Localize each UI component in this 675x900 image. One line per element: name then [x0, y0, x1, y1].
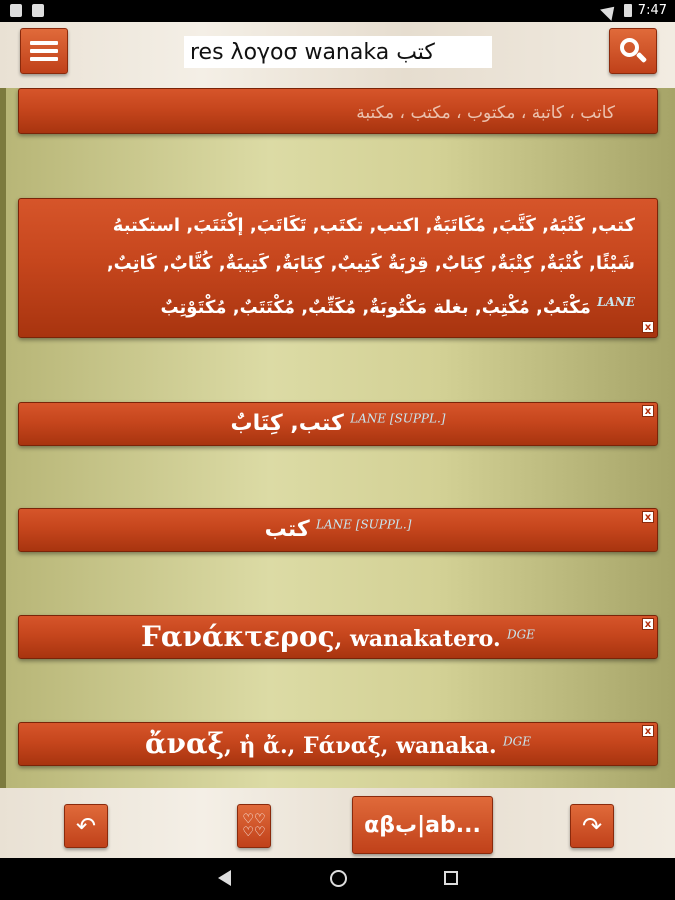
result-greek-head: ἄναξ — [144, 727, 225, 760]
result-source: DGE — [506, 627, 535, 642]
close-icon[interactable]: x — [642, 405, 654, 417]
result-arabic-line: شَيْئًا, كُتْبَةٌ, كِتْبَةٌ, كِتَابٌ, قِرْبَةٌ كَتِيبٌ, كِتَابَةٌ, كَتِيبَةٌ, كُتَّابٌ, كَاتِبٌ, — [106, 253, 635, 274]
keyboard-toggle-button[interactable]: αβب|ab... — [352, 796, 493, 854]
search-icon — [620, 38, 646, 64]
result-greek-head: Ϝανάκτερος — [141, 620, 335, 653]
result-arabic-line: مَكْتَبٌ, مُكْتِبٌ, بغلة مَكْتُوبَةٌ, مُكَتِّبٌ, مُكْتَتَبٌ, مُكْتَوْتِبٌ — [160, 297, 591, 318]
result-arabic: كتب — [264, 517, 310, 542]
result-card[interactable] — [18, 402, 658, 446]
result-arabic-line: كتب, كَتْبَهُ, كَتَّبَ, مُكَاتَبَةٌ, اكتب, تكتَب, تَكَاتَبَ, إكْتَتَبَ, استكتبهُ — [112, 215, 635, 236]
result-source: LANE — [597, 295, 635, 309]
result-arabic-partial: كاتب ، كاتبة ، مكتوب ، مكتب ، مكتبة — [356, 103, 615, 123]
close-icon[interactable]: x — [642, 511, 654, 523]
back-icon[interactable] — [218, 870, 231, 886]
hamburger-icon — [30, 37, 58, 65]
result-card[interactable] — [18, 198, 658, 338]
undo-arrow-icon: ↶ — [75, 812, 97, 840]
close-icon[interactable]: x — [642, 725, 654, 737]
notification-icon — [10, 4, 22, 17]
menu-button[interactable] — [20, 28, 68, 74]
result-card[interactable] — [18, 508, 658, 552]
bottom-toolbar — [0, 788, 675, 858]
result-source: LANE [SUPPL.] — [316, 517, 412, 532]
recents-icon[interactable] — [444, 871, 458, 885]
result-card[interactable] — [18, 88, 658, 134]
home-icon[interactable] — [330, 870, 347, 887]
wifi-icon — [600, 1, 620, 21]
result-source: DGE — [503, 734, 531, 749]
result-greek-rest: , ἡ ἄ., Ϝάναξ, wanaka. — [224, 733, 497, 759]
result-greek-rest: , wanakatero. — [334, 626, 501, 652]
result-card[interactable] — [18, 615, 658, 659]
search-input[interactable] — [184, 36, 492, 68]
search-button[interactable] — [609, 28, 657, 74]
result-source: LANE [SUPPL.] — [350, 411, 446, 426]
system-nav-bar — [0, 858, 675, 900]
battery-icon — [624, 4, 632, 17]
favorites-button[interactable] — [237, 804, 271, 848]
redo-arrow-icon: ↷ — [581, 812, 603, 840]
app-header — [0, 22, 675, 88]
hearts-icon: ♡♡ ♡♡ — [242, 812, 266, 840]
result-card[interactable] — [18, 722, 658, 766]
status-bar — [0, 0, 675, 22]
status-time: 7:47 — [637, 3, 667, 18]
close-icon[interactable]: x — [642, 321, 654, 333]
result-arabic: كتب, كِتَابٌ — [230, 411, 344, 436]
results-list[interactable] — [0, 88, 675, 788]
android-icon — [32, 4, 44, 17]
redo-button[interactable] — [570, 804, 614, 848]
close-icon[interactable]: x — [642, 618, 654, 630]
undo-button[interactable] — [64, 804, 108, 848]
